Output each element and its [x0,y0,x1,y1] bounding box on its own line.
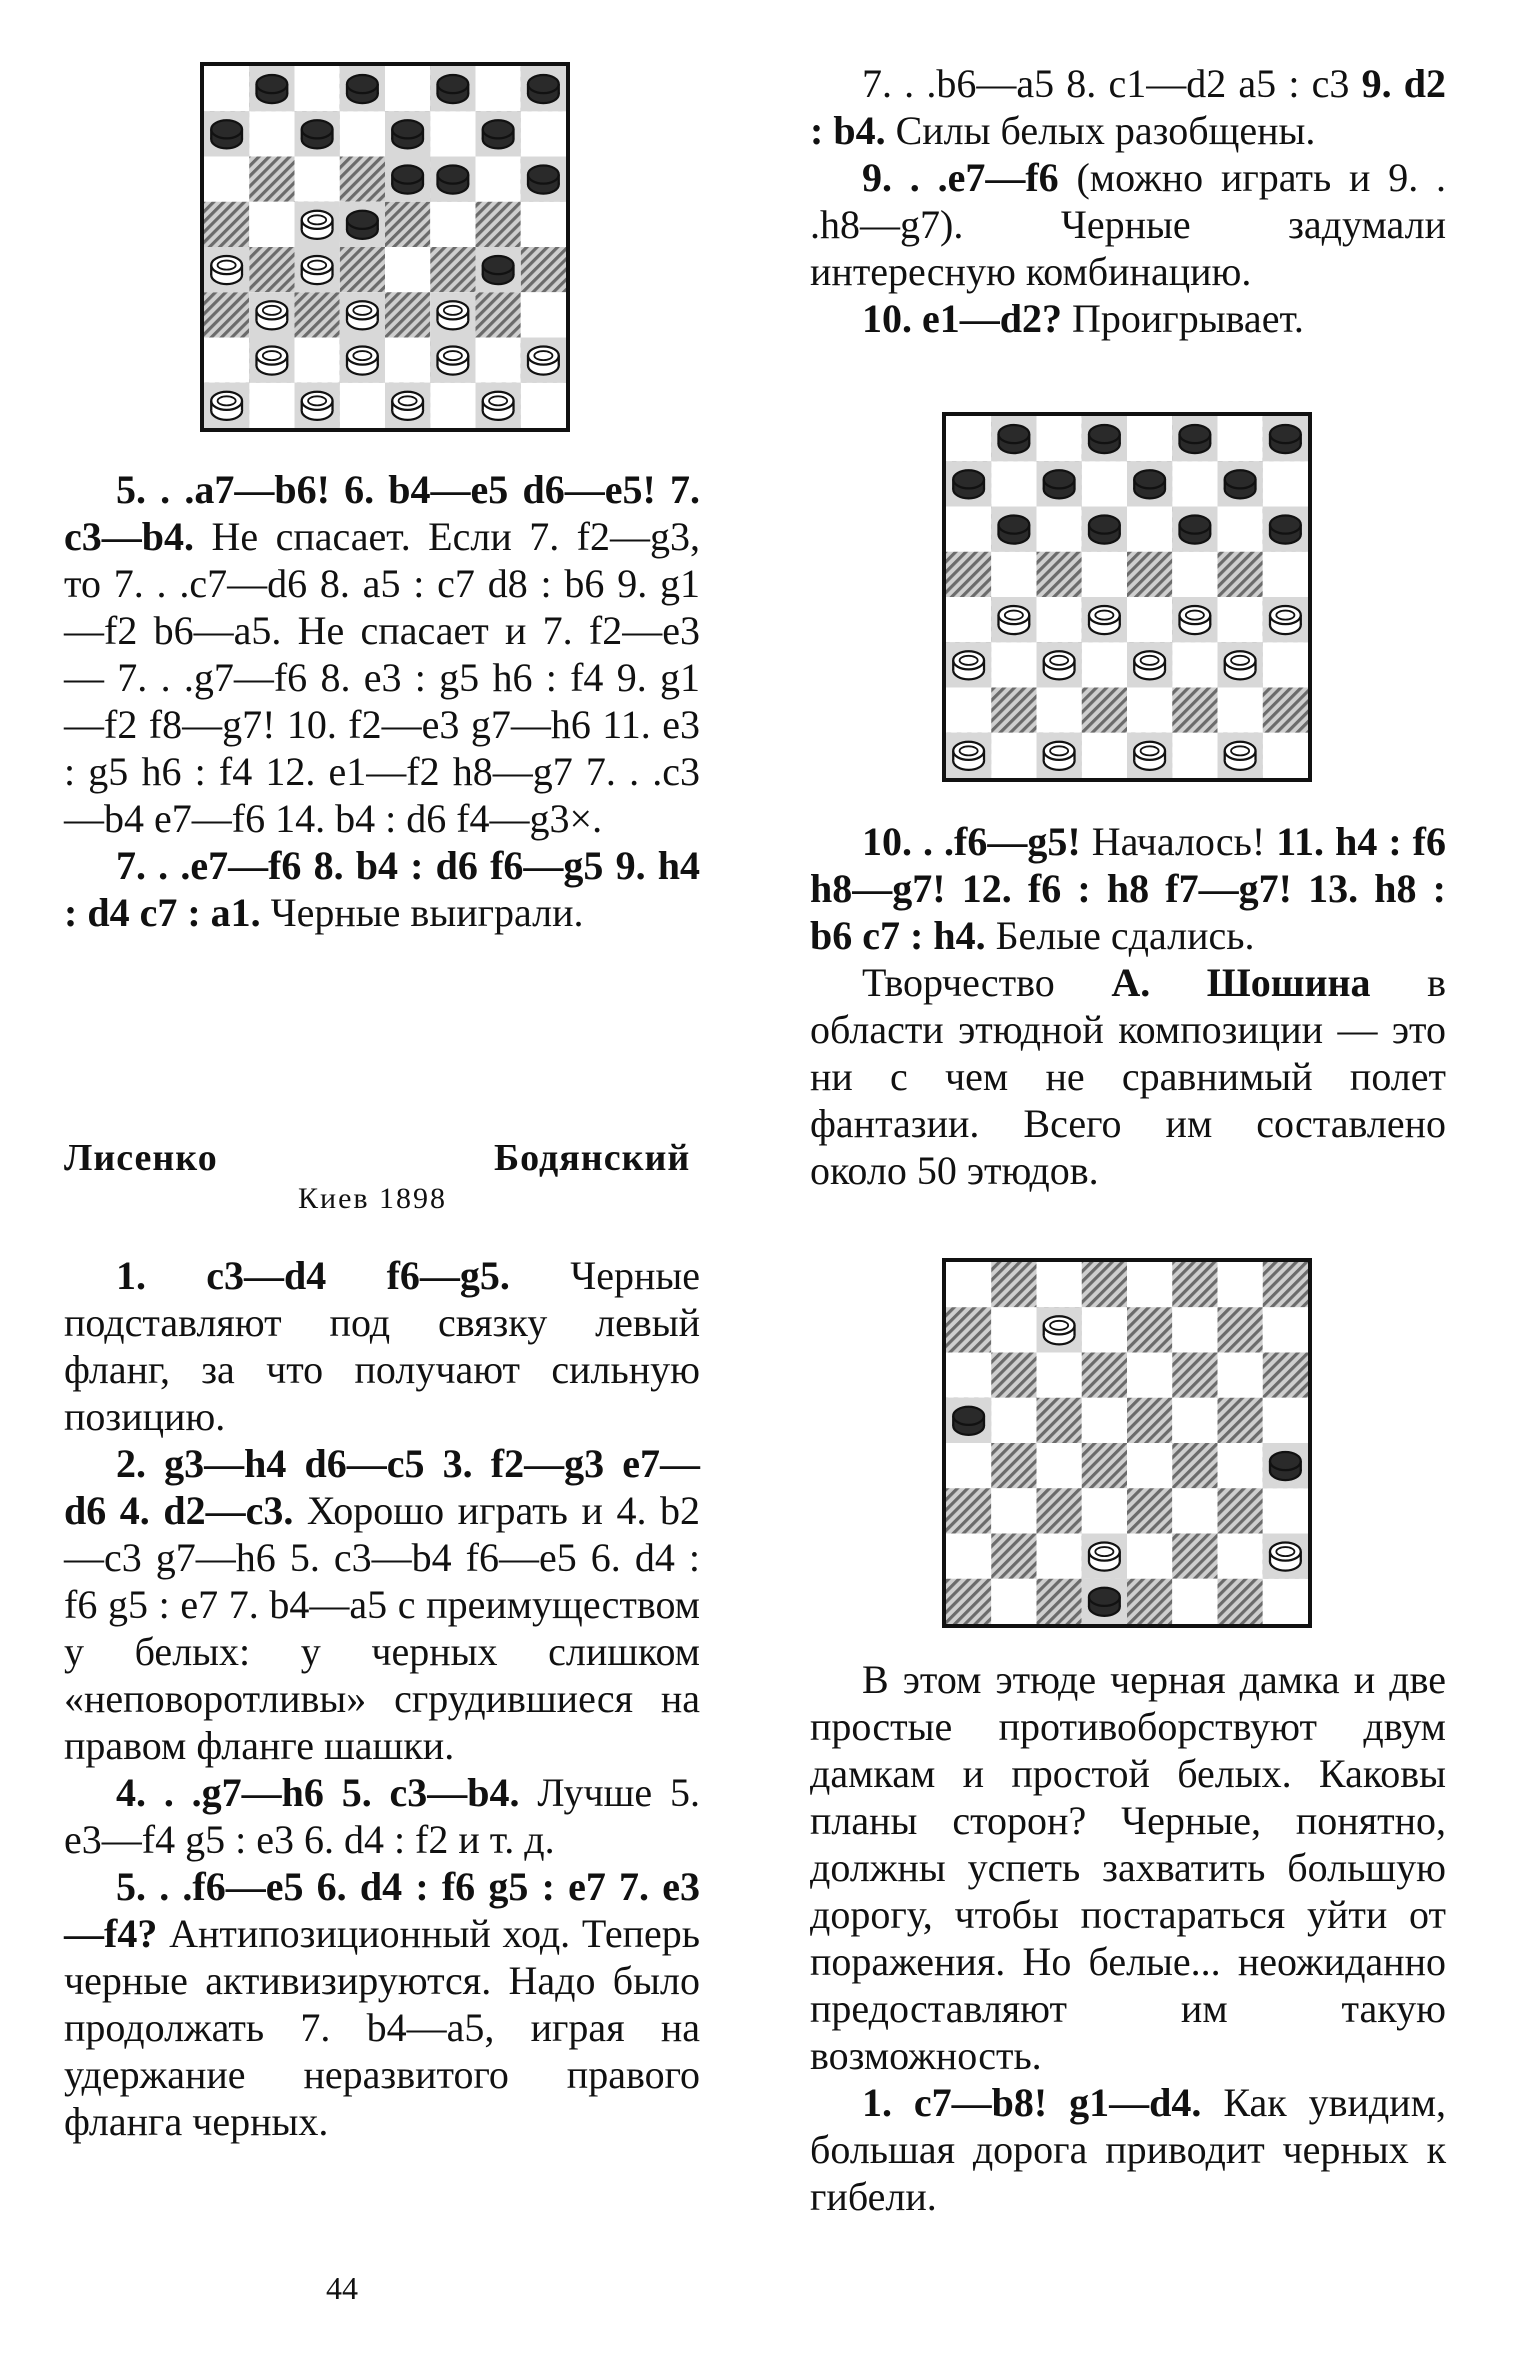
dark-square [430,247,475,292]
right-para-4 [810,818,1446,959]
light-square [1172,1488,1217,1533]
light-square [1082,642,1127,687]
light-square [1037,507,1082,552]
game-heading-right: Бодянский [494,1137,691,1179]
right-text-block-3 [810,1656,1446,2220]
right-para-6 [810,1656,1446,2079]
left-para-2 [64,842,700,936]
dark-square [991,688,1036,733]
black-checker-f8 [1172,416,1217,461]
dark-square [991,1353,1036,1398]
move-notation: 9. . .e7—f6 [862,155,1059,200]
light-square [476,338,521,383]
black-checker-d8 [1082,416,1127,461]
light-square [1263,642,1308,687]
white-checker-f2 [430,338,475,383]
dark-square [1218,1488,1263,1533]
black-checker-a7 [204,111,249,156]
commentary-text: Не спасает. Если 7. f2—g3, то 7. . .c7—d6 8. a5 : c7 d8 : b6 9. g1—f2 b6—a5. Не спасает и 7. f2—e3 — 7. . .g7—f6 8. e3 : g5 h6 : f4 9. g1—f2 f8—g7! 10. f2—e3 g7—h6 11. e3 : g5 h6 : f4 12. e1—f2 h8—g7 7. . .c3—b4 e7—f6 14. b4 : d6 f4—g3×. [64,514,700,841]
light-square [1172,1579,1217,1624]
black-checker-h8 [521,66,566,111]
dark-square [946,552,991,597]
light-square [946,597,991,642]
move-notation: 11. h4 : f6 h8—g7! 12. f6 : h8 f7—g7! 13. h8 : b6 c7 : h4. [810,819,1446,958]
dark-square [1172,1443,1217,1488]
black-checker-f6 [430,157,475,202]
black-checker-c7 [1037,461,1082,506]
white-checker-h4 [1263,597,1308,642]
board-diagram-1 [200,62,570,432]
black-checker-h6 [521,157,566,202]
dark-square [1263,688,1308,733]
commentary-text: Творчество [862,960,1112,1005]
light-square [1218,1353,1263,1398]
dark-square [1172,1534,1217,1579]
dark-square [385,292,430,337]
dark-square [1037,1398,1082,1443]
dark-square [946,1488,991,1533]
black-checker-h6 [1263,507,1308,552]
dark-square [295,292,340,337]
game-subtitle: Киев 1898 [298,1182,448,1215]
light-square [1263,733,1308,778]
black-checker-b8 [991,416,1036,461]
commentary-text: Началось! [1080,819,1277,864]
light-square [476,157,521,202]
light-square [991,461,1036,506]
black-checker-d1 [1082,1579,1127,1624]
light-square [249,383,294,428]
dark-square [249,247,294,292]
light-square [991,1488,1036,1533]
white-checker-a1 [946,733,991,778]
commentary-text: Хорошо играть и 4. b2—c3 g7—h6 5. c3—b4 f6—e5 6. d4 : f6 g5 : e7 7. b4—a5 с преимуществом у белых: у черных слишком «неповоротливы» сгрудившиеся на правом фланге шашки. [64,1488,701,1768]
light-square [1218,1262,1263,1307]
dark-square [1082,1353,1127,1398]
light-square [1263,552,1308,597]
commentary-text: 7. . .b6—a5 8. c1—d2 a5 : c3 [862,61,1362,106]
right-para-3 [810,295,1446,342]
dark-square [1127,552,1172,597]
white-checker-a4 [204,247,249,292]
dark-square [1172,688,1217,733]
right-para-2 [810,154,1446,295]
light-square [521,111,566,156]
light-square [1172,733,1217,778]
light-square [521,383,566,428]
white-checker-b3 [249,292,294,337]
right-para-1 [810,60,1446,154]
commentary-text: (можно играть и 9. . .h8—g7). Черные задумали интересную комбинацию. [810,155,1446,294]
light-square [204,157,249,202]
light-square [1218,1443,1263,1488]
dark-square [1037,1579,1082,1624]
move-notation: 10. . .f6—g5! [862,819,1081,864]
dark-square [476,202,521,247]
light-square [430,383,475,428]
game-heading-left: Лисенко [64,1137,218,1179]
white-checker-c1 [1037,733,1082,778]
light-square [1127,1262,1172,1307]
light-square [1218,1534,1263,1579]
light-square [1127,1443,1172,1488]
dark-square [1037,552,1082,597]
left-text-block-1 [64,466,700,936]
black-checker-a7 [946,461,991,506]
light-square [1082,1307,1127,1352]
light-square [476,66,521,111]
board-diagram-3 [942,1258,1312,1628]
light-square [204,66,249,111]
light-square [1263,1579,1308,1624]
light-square [946,507,991,552]
dark-square [1127,1398,1172,1443]
light-square [1127,507,1172,552]
light-square [1037,597,1082,642]
left-para-1 [64,466,700,842]
light-square [249,111,294,156]
dark-square [1082,688,1127,733]
black-checker-d5 [340,202,385,247]
light-square [1037,416,1082,461]
commentary-text: Как увидим, большая дорога приводит черных к гибели. [810,2080,1446,2219]
dark-square [991,1262,1036,1307]
move-notation: 4. . .g7—h6 5. c3—b4. [116,1770,520,1815]
white-checker-a1 [204,383,249,428]
left-para-5 [64,1769,700,1863]
black-checker-f6 [1172,507,1217,552]
commentary-text: Проигрывает. [1062,296,1304,341]
light-square [340,383,385,428]
white-checker-g1 [476,383,521,428]
light-square [1082,461,1127,506]
black-checker-d6 [1082,507,1127,552]
black-checker-g7 [1218,461,1263,506]
dark-square [1218,552,1263,597]
page-number: 44 [326,2270,358,2306]
light-square [1037,1262,1082,1307]
light-square [946,1443,991,1488]
dark-square [1263,1262,1308,1307]
dark-square [521,247,566,292]
light-square [521,202,566,247]
dark-square [946,1579,991,1624]
dark-square [340,247,385,292]
light-square [1172,552,1217,597]
move-notation: 10. e1—d2? [862,296,1062,341]
left-para-6 [64,1863,700,2145]
white-checker-c5 [295,202,340,247]
right-text-block-2 [810,818,1446,1194]
light-square [1082,733,1127,778]
light-square [991,552,1036,597]
dark-square [1127,1307,1172,1352]
light-square [1127,688,1172,733]
dark-square [1172,1353,1217,1398]
board-3-svg [946,1262,1308,1624]
white-checker-d4 [1082,597,1127,642]
black-checker-g4 [476,247,521,292]
light-square [204,338,249,383]
move-notation: 5. . .f6—e5 6. d4 : f6 g5 : e7 7. e3—f4? [64,1864,700,1956]
white-checker-h2 [521,338,566,383]
light-square [1037,1534,1082,1579]
move-notation: 5. . .a7—b6! 6. b4—e5 d6—e5! 7. c3—b4. [64,467,700,559]
light-square [1172,1398,1217,1443]
dark-square [204,202,249,247]
commentary-text: Силы белых разобщены. [885,108,1316,153]
light-square [1172,1307,1217,1352]
move-notation: 2. g3—h4 d6—c5 3. f2—g3 e7—d6 4. d2—c3. [64,1441,700,1533]
light-square [1263,1307,1308,1352]
light-square [1082,552,1127,597]
dark-square [204,292,249,337]
light-square [1082,1398,1127,1443]
dark-square [991,1443,1036,1488]
light-square [295,157,340,202]
light-square [430,111,475,156]
dark-square [340,157,385,202]
black-checker-d8 [340,66,385,111]
light-square [295,338,340,383]
white-checker-b4 [991,597,1036,642]
light-square [946,1534,991,1579]
light-square [991,1579,1036,1624]
light-square [1218,597,1263,642]
light-square [430,202,475,247]
white-checker-c7 [1037,1307,1082,1352]
board-2-svg [946,416,1308,778]
dark-square [385,202,430,247]
left-text-block-2 [64,1252,700,2145]
dark-square [1218,1579,1263,1624]
black-checker-c7 [295,111,340,156]
move-notation: 1. c3—d4 f6—g5. [116,1253,510,1298]
move-notation: 9. d2 : b4. [810,61,1446,153]
black-checker-h4 [1263,1443,1308,1488]
dark-square [1263,1353,1308,1398]
light-square [1263,1398,1308,1443]
dark-square [1218,1398,1263,1443]
dark-square [1082,1262,1127,1307]
light-square [385,247,430,292]
light-square [946,416,991,461]
black-checker-a5 [946,1398,991,1443]
white-checker-c1 [295,383,340,428]
commentary-text: Черные подставляют под связку левый фланг, за что получают сильную позицию. [64,1253,700,1439]
light-square [295,66,340,111]
left-para-3 [64,1252,700,1440]
commentary-text: Антипозиционный ход. Теперь черные активизируются. Надо было продолжать 7. b4—a5, играя на удержание неразвитого правого фланга черных. [64,1911,700,2144]
commentary-text: В этом этюде черная дамка и две простые противоборствуют двум дамкам и простой белых. Каковы планы сторон? Черные, понятно, должны успеть захватить большую дорогу, чтобы постараться уйти от поражения. Но белые... неожиданно предоставляют им такую возможность. [810,1657,1446,2078]
dark-square [1127,1488,1172,1533]
dark-square [476,292,521,337]
board-diagram-2 [942,412,1312,782]
right-text-block-1 [810,60,1446,342]
light-square [521,292,566,337]
light-square [946,1353,991,1398]
white-checker-d2 [340,338,385,383]
black-checker-e7 [1127,461,1172,506]
light-square [1037,1353,1082,1398]
light-square [946,1262,991,1307]
light-square [991,642,1036,687]
black-checker-h8 [1263,416,1308,461]
move-notation: 1. c7—b8! g1—d4. [862,2080,1202,2125]
light-square [385,66,430,111]
right-para-5 [810,959,1446,1194]
dark-square [946,1307,991,1352]
left-para-4 [64,1440,700,1769]
light-square [1172,461,1217,506]
light-square [991,1398,1036,1443]
light-square [1082,1488,1127,1533]
light-square [946,688,991,733]
white-checker-d2 [1082,1534,1127,1579]
light-square [991,733,1036,778]
move-notation: 7. . .e7—f6 8. b4 : d6 f6—g5 9. h4 : d4 c7 : a1. [64,843,700,935]
light-square [1037,1443,1082,1488]
move-notation: А. Шошина [1111,960,1371,1005]
light-square [1127,1534,1172,1579]
dark-square [1127,1579,1172,1624]
light-square [1218,507,1263,552]
black-checker-e7 [385,111,430,156]
dark-square [1037,1488,1082,1533]
dark-square [991,1534,1036,1579]
white-checker-f3 [430,292,475,337]
white-checker-b2 [249,338,294,383]
white-checker-e1 [1127,733,1172,778]
black-checker-b8 [249,66,294,111]
board-1-svg [204,66,566,428]
light-square [1127,597,1172,642]
light-square [1037,688,1082,733]
light-square [249,202,294,247]
light-square [1263,461,1308,506]
light-square [1218,688,1263,733]
white-checker-d3 [340,292,385,337]
white-checker-c4 [295,247,340,292]
commentary-text: в области этюдной композиции — это ни с чем не сравнимый полет фантазии. Всего им составлено около 50 этюдов. [810,960,1446,1193]
light-square [385,338,430,383]
right-para-7 [810,2079,1446,2220]
black-checker-e6 [385,157,430,202]
commentary-text: Лучше 5. e3—f4 g5 : e3 6. d4 : f2 и т. д. [64,1770,700,1862]
black-checker-f8 [430,66,475,111]
black-checker-g7 [476,111,521,156]
white-checker-h2 [1263,1534,1308,1579]
light-square [1127,416,1172,461]
commentary-text: Черные выиграли. [260,890,584,935]
black-checker-b6 [991,507,1036,552]
light-square [991,1307,1036,1352]
white-checker-e1 [385,383,430,428]
dark-square [1218,1307,1263,1352]
white-checker-a3 [946,642,991,687]
commentary-text: Белые сдались. [985,913,1255,958]
dark-square [249,157,294,202]
white-checker-f4 [1172,597,1217,642]
light-square [1218,416,1263,461]
light-square [1127,1353,1172,1398]
white-checker-g3 [1218,642,1263,687]
white-checker-g1 [1218,733,1263,778]
white-checker-c3 [1037,642,1082,687]
light-square [340,111,385,156]
light-square [1172,642,1217,687]
white-checker-e3 [1127,642,1172,687]
dark-square [1082,1443,1127,1488]
light-square [1263,1488,1308,1533]
dark-square [1172,1262,1217,1307]
